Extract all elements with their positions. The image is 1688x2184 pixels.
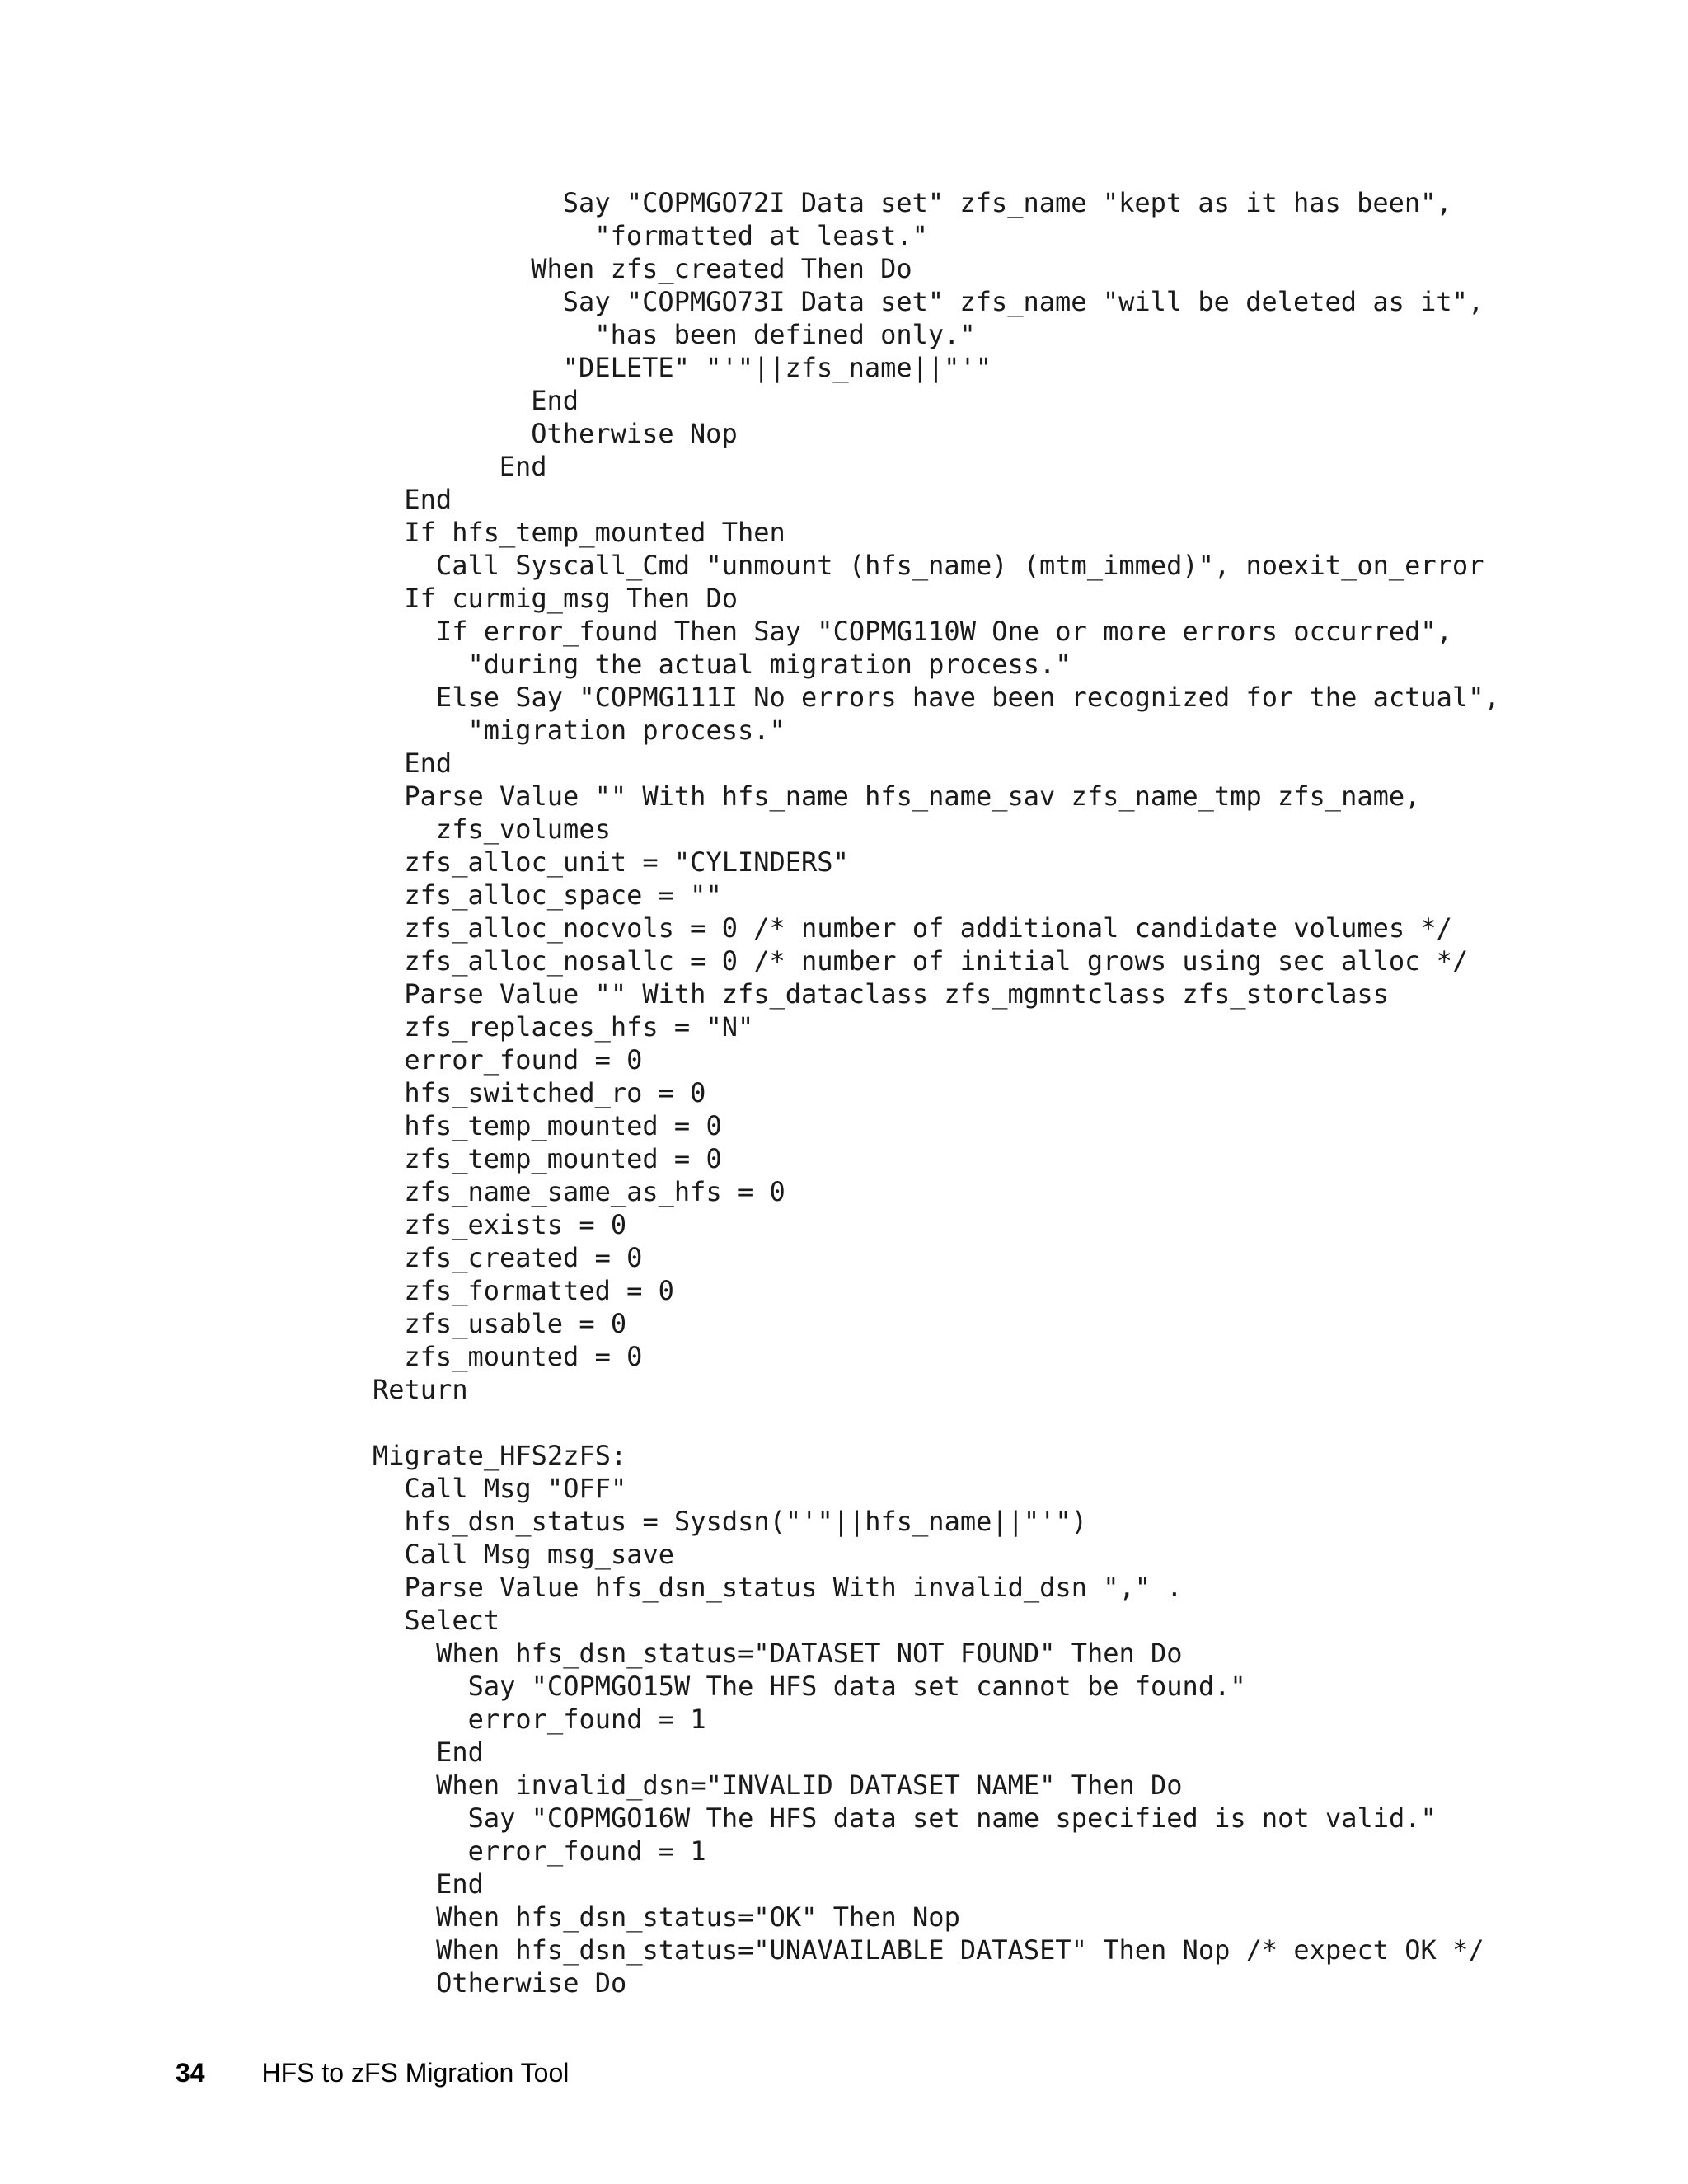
- code-line: End: [373, 1868, 484, 1900]
- code-line: zfs_formatted = 0: [404, 1275, 674, 1306]
- code-line: Otherwise Nop: [467, 418, 738, 449]
- code-line: End: [404, 484, 452, 515]
- code-line: Select: [373, 1605, 500, 1636]
- code-line: End: [467, 385, 579, 416]
- code-line: zfs_replaces_hfs = "N": [404, 1011, 754, 1043]
- code-line: zfs_exists = 0: [404, 1209, 627, 1240]
- code-line: [373, 1406, 1500, 1439]
- code-line: "migration process.": [404, 715, 785, 746]
- code-line: Say "COPMGO15W The HFS data set cannot be found.": [373, 1671, 1246, 1702]
- code-line: When hfs_dsn_status="DATASET NOT FOUND" Then Do: [373, 1638, 1183, 1669]
- code-line: "formatted at least.": [467, 220, 928, 251]
- code-line: hfs_dsn_status = Sysdsn("'"||hfs_name||"'"): [373, 1506, 1087, 1537]
- code-line: Migrate_HFS2zFS:: [373, 1440, 627, 1471]
- code-line: When hfs_dsn_status="OK" Then Nop: [373, 1901, 960, 1933]
- code-line: When hfs_dsn_status="UNAVAILABLE DATASET" Then Nop /* expect OK */: [373, 1934, 1484, 1966]
- code-line: error_found = 1: [373, 1704, 706, 1735]
- code-listing: [373, 186, 1500, 1999]
- code-line: zfs_usable = 0: [404, 1308, 627, 1339]
- code-line: hfs_temp_mounted = 0: [404, 1110, 722, 1141]
- code-line: hfs_switched_ro = 0: [404, 1077, 706, 1108]
- code-line: zfs_alloc_unit = "CYLINDERS": [404, 846, 849, 878]
- code-line: Say "COPMGO73I Data set" zfs_name "will be deleted as it",: [467, 286, 1484, 317]
- code-line: zfs_temp_mounted = 0: [404, 1143, 722, 1174]
- code-line: If error_found Then Say "COPMG110W One or more errors occurred",: [404, 616, 1452, 647]
- code-line: Call Msg msg_save: [373, 1539, 675, 1570]
- page-footer: [176, 2056, 569, 2089]
- code-line: zfs_mounted = 0: [404, 1341, 643, 1372]
- code-line: error_found = 0: [404, 1044, 643, 1076]
- code-line: When invalid_dsn="INVALID DATASET NAME" Then Do: [373, 1769, 1183, 1801]
- code-line: Parse Value hfs_dsn_status With invalid_dsn "," .: [373, 1572, 1183, 1603]
- code-line: Call Syscall_Cmd "unmount (hfs_name) (mtm_immed)", noexit_on_error: [404, 550, 1484, 581]
- book-title: HFS to zFS Migration Tool: [261, 2058, 570, 2088]
- code-line: zfs_alloc_nosallc = 0 /* number of initial grows using sec alloc */: [404, 945, 1469, 977]
- code-line: If hfs_temp_mounted Then: [404, 517, 785, 548]
- code-line: zfs_alloc_nocvols = 0 /* number of additional candidate volumes */: [404, 912, 1452, 944]
- code-line: Else Say "COPMG111I No errors have been recognized for the actual",: [404, 682, 1500, 713]
- code-line: Say "COPMGO16W The HFS data set name specified is not valid.": [373, 1802, 1437, 1834]
- code-line: Call Msg "OFF": [373, 1473, 627, 1504]
- code-line: Say "COPMGO72I Data set" zfs_name "kept as it has been",: [467, 187, 1452, 218]
- code-line: Otherwise Do: [373, 1967, 627, 1999]
- code-line: End: [373, 1736, 484, 1768]
- code-line: When zfs_created Then Do: [467, 253, 912, 284]
- code-line: Return: [373, 1374, 468, 1405]
- code-line: End: [404, 748, 452, 779]
- code-line: zfs_volumes: [404, 813, 611, 845]
- code-line: If curmig_msg Then Do: [404, 583, 738, 614]
- code-line: zfs_created = 0: [404, 1242, 643, 1273]
- code-line: "has been defined only.": [467, 319, 976, 350]
- code-line: Parse Value "" With zfs_dataclass zfs_mgmntclass zfs_storclass: [404, 978, 1389, 1010]
- code-line: End: [467, 451, 547, 482]
- page-number: 34: [176, 2058, 205, 2088]
- code-line: "DELETE" "'"||zfs_name||"'": [467, 352, 992, 383]
- code-line: zfs_alloc_space = "": [404, 879, 722, 911]
- code-line: error_found = 1: [373, 1835, 706, 1867]
- code-line: Parse Value "" With hfs_name hfs_name_sav zfs_name_tmp zfs_name,: [404, 780, 1421, 812]
- code-line: zfs_name_same_as_hfs = 0: [404, 1176, 785, 1207]
- code-line: "during the actual migration process.": [404, 649, 1071, 680]
